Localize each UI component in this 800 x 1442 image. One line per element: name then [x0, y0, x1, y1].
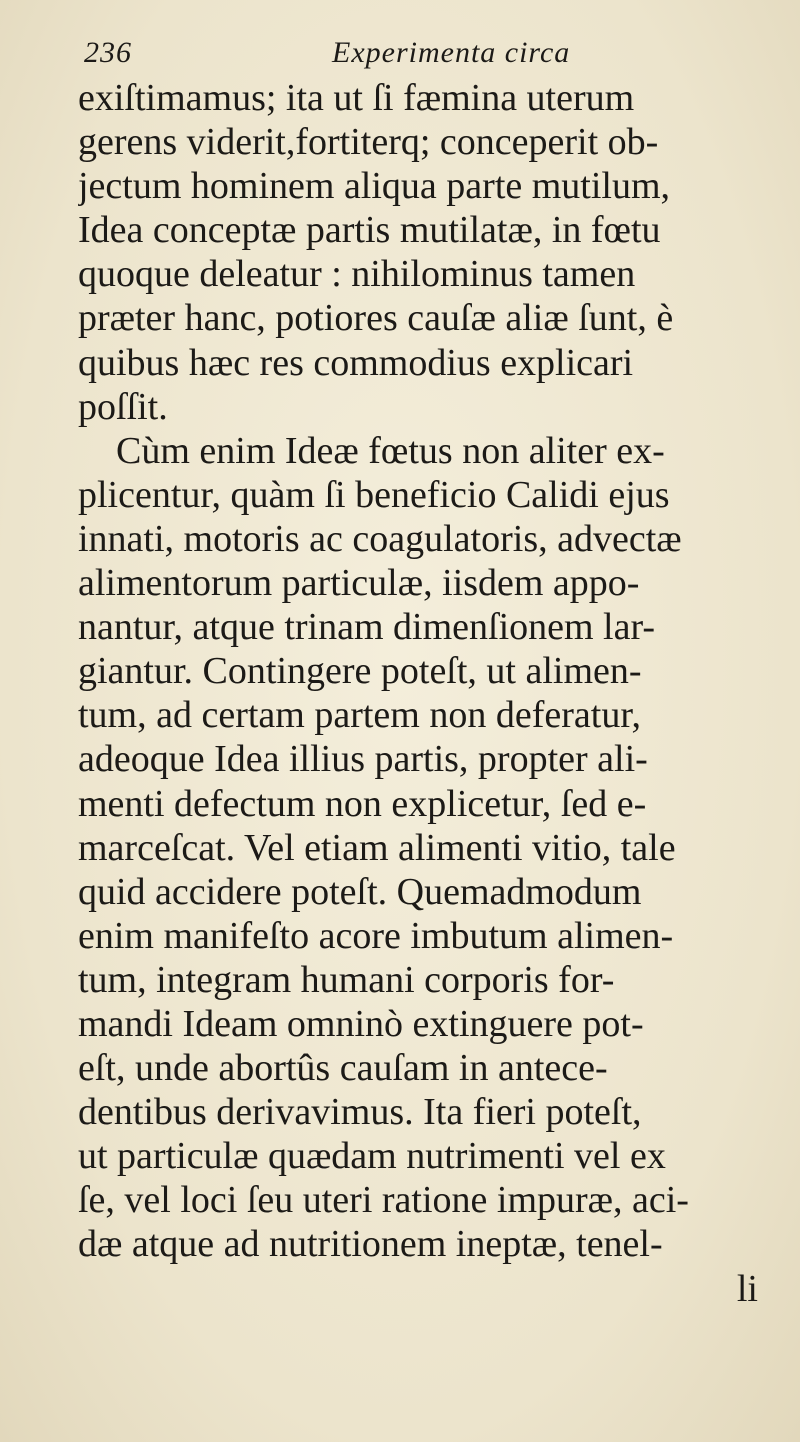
text-line: alimentorum particulæ, iisdem appo-	[78, 562, 640, 605]
text-line: nantur, atque trinam dimenſionem lar-	[78, 606, 656, 649]
text-line: adeoque Idea illius partis, propter ali-	[78, 738, 648, 781]
text-line: ut particulæ quædam nutrimenti vel ex	[78, 1135, 666, 1178]
text-line: quid accidere poteſt. Quemadmodum	[78, 870, 642, 913]
text-line: tum, integram humani corporis for-	[78, 958, 615, 1001]
text-line: eſt, unde abortûs cauſam in antece-	[78, 1047, 608, 1090]
text-line: præter hanc, potiores cauſæ aliæ ſunt, è	[78, 297, 674, 340]
text-line: menti defectum non explicetur, ſed e-	[78, 782, 647, 825]
text-line: mandi Ideam omninò extinguere pot-	[78, 1002, 644, 1045]
text-line: giantur. Contingere poteſt, ut alimen-	[78, 650, 642, 693]
paragraph-start-line: Cùm enim Ideæ fœtus non aliter ex-	[116, 429, 665, 472]
text-line: plicentur, quàm ſi beneficio Calidi ejus	[78, 473, 670, 516]
text-line: innati, motoris ac coagulatoris, advectæ	[78, 517, 682, 560]
catchword: li	[736, 1267, 758, 1310]
text-line: marceſcat. Vel etiam alimenti vitio, tale	[78, 826, 676, 869]
text-line: gerens viderit,fortiterq; conceperit ob-	[78, 121, 659, 164]
text-line: dentibus derivavimus. Ita fieri poteſt,	[78, 1091, 642, 1134]
text-line: jectum hominem aliqua parte mutilum,	[78, 165, 671, 208]
text-line: enim manifeſto acore imbutum alimen-	[78, 914, 674, 957]
text-line: Idea conceptæ partis mutilatæ, in fœtu	[78, 209, 661, 252]
body-text	[78, 76, 778, 1311]
text-line: quoque deleatur : nihilominus tamen	[78, 253, 636, 296]
text-line: ſe, vel loci ſeu uteri ratione impuræ, aci-	[78, 1179, 689, 1222]
text-line: tum, ad certam partem non deferatur,	[78, 694, 641, 737]
text-line: quibus hæc res commodius explicari	[78, 341, 634, 384]
text-line: exiſtimamus; ita ut ſi fæmina uterum	[78, 77, 635, 119]
page-number: 236	[84, 36, 132, 69]
page-header	[84, 36, 784, 76]
text-line: dæ atque ad nutritionem ineptæ, tenel-	[78, 1223, 663, 1266]
text-line: poſſit.	[78, 385, 168, 428]
running-head: Experimenta circa	[332, 36, 571, 69]
